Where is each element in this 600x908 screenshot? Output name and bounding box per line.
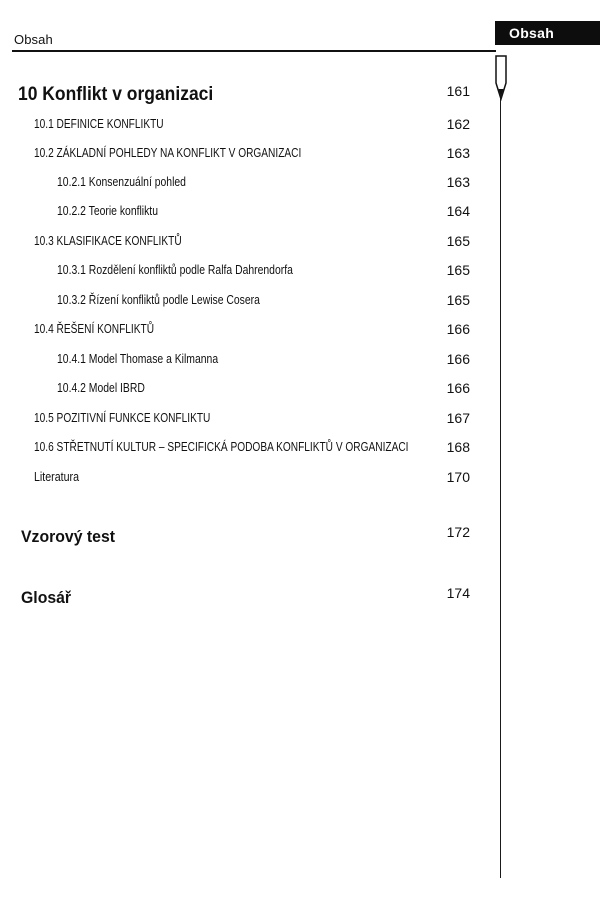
header-rule (12, 50, 496, 52)
toc-entry[interactable] (0, 203, 480, 227)
toc-section-page: 172 (446, 524, 470, 540)
toc-entry-title: Literatura (34, 469, 80, 484)
toc-entry[interactable] (0, 380, 480, 404)
toc-chapter-title: 10 Konflikt v organizaci (18, 84, 214, 105)
pointer-icon (494, 55, 508, 101)
toc-entry-page: 168 (446, 439, 470, 455)
toc-section[interactable] (0, 524, 480, 551)
toc-section-title: Glosář (21, 588, 72, 607)
running-head: Obsah (14, 32, 53, 47)
toc-entry[interactable] (0, 351, 480, 375)
toc-entry[interactable] (0, 116, 480, 140)
toc-entry-title: 10.4.1 Model Thomase a Kilmanna (57, 351, 219, 366)
toc-entry-page: 165 (446, 233, 470, 249)
toc-entry-page: 167 (446, 410, 470, 426)
toc-entry-page: 165 (446, 262, 470, 278)
side-rule (500, 98, 501, 878)
toc-entry[interactable] (0, 439, 480, 463)
toc-entry[interactable] (0, 145, 480, 169)
toc-entry[interactable] (0, 410, 480, 434)
toc-entry[interactable] (0, 262, 480, 286)
toc-entry-page: 163 (446, 174, 470, 190)
toc-entry-title: 10.5 POZITIVNÍ FUNKCE KONFLIKTU (34, 410, 211, 425)
toc-chapter[interactable] (0, 84, 480, 108)
toc-entry-page: 164 (446, 203, 470, 219)
toc-entry[interactable] (0, 469, 480, 493)
toc-entry-page: 165 (446, 292, 470, 308)
toc-section[interactable] (0, 585, 480, 612)
toc-entry-title: 10.3.2 Řízení konfliktů podle Lewise Cosera (57, 292, 260, 307)
toc-entry[interactable] (0, 174, 480, 198)
chapter-tab: Obsah (495, 21, 600, 45)
toc-chapter-page: 161 (446, 83, 470, 99)
toc-entry-title: 10.4.2 Model IBRD (57, 380, 145, 395)
toc-entry-page: 166 (446, 351, 470, 367)
toc-entry-title: 10.4 ŘEŠENÍ KONFLIKTŮ (34, 321, 155, 336)
toc-entry-title: 10.1 DEFINICE KONFLIKTU (34, 116, 164, 131)
toc-section-title: Vzorový test (21, 527, 116, 546)
toc-entry[interactable] (0, 321, 480, 345)
toc-entry[interactable] (0, 233, 480, 257)
toc-section-page: 174 (446, 585, 470, 601)
toc-entry-title: 10.2 ZÁKLADNÍ POHLEDY NA KONFLIKT V ORGANIZACI (34, 145, 302, 160)
toc-entry-page: 163 (446, 145, 470, 161)
toc-entry[interactable] (0, 292, 480, 316)
toc-entry-page: 170 (446, 469, 470, 485)
toc-entry-title: 10.2.1 Konsenzuální pohled (57, 174, 186, 189)
toc-entry-page: 166 (446, 380, 470, 396)
toc-entry-page: 162 (446, 116, 470, 132)
toc-entry-title: 10.3.1 Rozdělení konfliktů podle Ralfa Dahrendorfa (57, 262, 293, 277)
toc-entry-title: 10.2.2 Teorie konfliktu (57, 203, 158, 218)
toc-entry-title: 10.3 KLASIFIKACE KONFLIKTŮ (34, 233, 182, 248)
toc-entry-page: 166 (446, 321, 470, 337)
toc-entry-title: 10.6 STŘETNUTÍ KULTUR – SPECIFICKÁ PODOBA KONFLIKTŮ V ORGANIZACI (34, 439, 409, 454)
